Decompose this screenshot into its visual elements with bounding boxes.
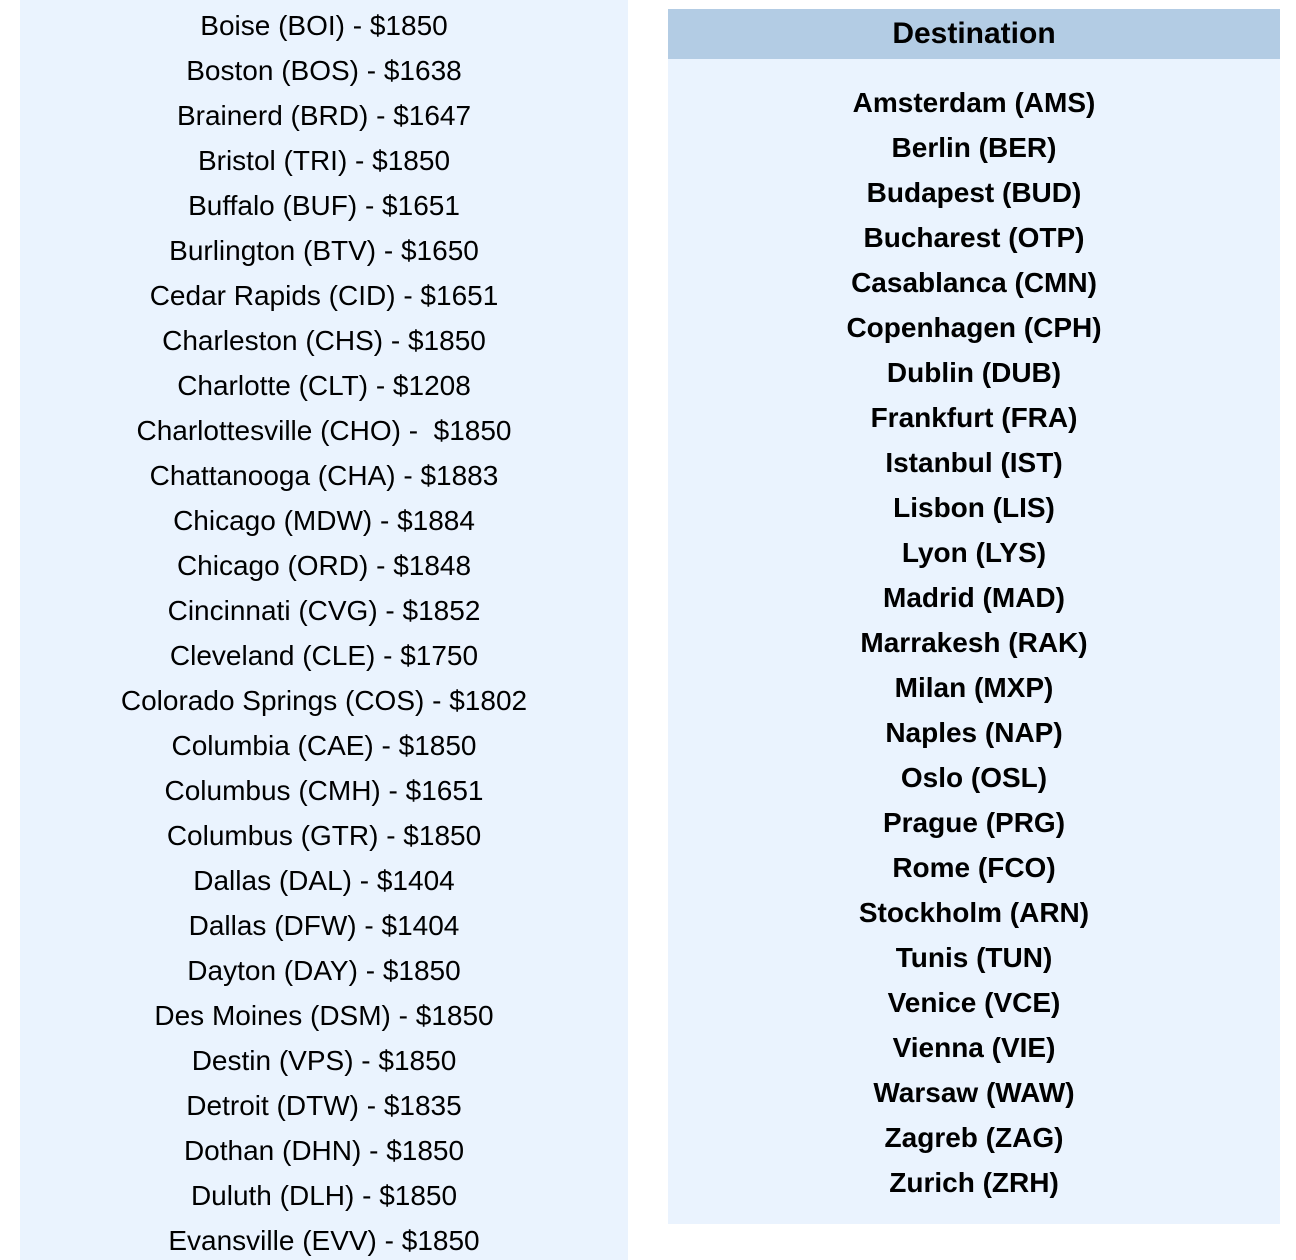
destination-item: Venice (VCE) — [887, 987, 1061, 1018]
origin-item: Brainerd (BRD) - $1647 — [176, 100, 472, 131]
destination-list — [668, 80, 1280, 1205]
origin-item: Chattanooga (CHA) - $1883 — [149, 460, 499, 491]
destination-item: Copenhagen (CPH) — [846, 312, 1102, 343]
origin-item: Cedar Rapids (CID) - $1651 — [149, 280, 499, 311]
destination-item: Lisbon (LIS) — [893, 492, 1055, 523]
destination-item: Rome (FCO) — [892, 852, 1056, 883]
origin-item: Charlotte (CLT) - $1208 — [177, 370, 471, 401]
destination-item: Marrakesh (RAK) — [860, 627, 1088, 658]
origin-item: Chicago (MDW) - $1884 — [173, 505, 475, 536]
destination-item: Tunis (TUN) — [895, 942, 1053, 973]
destination-item: Vienna (VIE) — [892, 1032, 1056, 1063]
destination-item: Istanbul (IST) — [885, 447, 1063, 478]
origin-item: Columbia (CAE) - $1850 — [171, 730, 477, 761]
origin-item: Colorado Springs (COS) - $1802 — [120, 685, 528, 716]
origin-item: Charleston (CHS) - $1850 — [162, 325, 486, 356]
destination-item: Warsaw (WAW) — [873, 1077, 1075, 1108]
destination-item: Bucharest (OTP) — [863, 222, 1085, 253]
destination-item: Stockholm (ARN) — [858, 897, 1090, 928]
destination-item: Milan (MXP) — [894, 672, 1054, 703]
destination-item: Zurich (ZRH) — [889, 1167, 1059, 1198]
origin-item: Cincinnati (CVG) - $1852 — [167, 595, 481, 626]
origin-list — [20, 3, 628, 1260]
origin-item: Buffalo (BUF) - $1651 — [188, 190, 460, 221]
destination-item: Berlin (BER) — [891, 132, 1057, 163]
destination-item: Prague (PRG) — [882, 807, 1066, 838]
origin-item: Detroit (DTW) - $1835 — [186, 1090, 462, 1121]
origin-item: Evansville (EVV) - $1850 — [168, 1225, 480, 1256]
destination-item: Amsterdam (AMS) — [852, 87, 1096, 118]
origin-item: Des Moines (DSM) - $1850 — [154, 1000, 494, 1031]
destination-item: Lyon (LYS) — [901, 537, 1047, 568]
origin-item: Columbus (CMH) - $1651 — [164, 775, 484, 806]
origin-panel — [20, 0, 628, 1260]
destination-item: Oslo (OSL) — [900, 762, 1048, 793]
origin-item: Boston (BOS) - $1638 — [186, 55, 462, 86]
destination-header: Destination — [668, 9, 1280, 59]
destination-item: Budapest (BUD) — [866, 177, 1082, 208]
destination-panel — [668, 9, 1280, 1224]
origin-item: Dallas (DFW) - $1404 — [188, 910, 460, 941]
origin-item: Charlottesville (CHO) - $1850 — [136, 415, 512, 446]
origin-item: Chicago (ORD) - $1848 — [176, 550, 472, 581]
destination-item: Frankfurt (FRA) — [870, 402, 1078, 433]
origin-item: Boise (BOI) - $1850 — [200, 10, 448, 41]
destination-item: Naples (NAP) — [885, 717, 1063, 748]
destination-item: Zagreb (ZAG) — [884, 1122, 1064, 1153]
origin-item: Dallas (DAL) - $1404 — [193, 865, 455, 896]
origin-item: Bristol (TRI) - $1850 — [197, 145, 451, 176]
destination-item: Dublin (DUB) — [886, 357, 1062, 388]
origin-item: Dayton (DAY) - $1850 — [187, 955, 461, 986]
origin-item: Dothan (DHN) - $1850 — [183, 1135, 465, 1166]
origin-item: Columbus (GTR) - $1850 — [166, 820, 482, 851]
origin-item: Burlington (BTV) - $1650 — [169, 235, 479, 266]
origin-item: Destin (VPS) - $1850 — [191, 1045, 457, 1076]
destination-item: Madrid (MAD) — [883, 582, 1065, 613]
destination-item: Casablanca (CMN) — [851, 267, 1097, 298]
origin-item: Duluth (DLH) - $1850 — [190, 1180, 458, 1211]
origin-item: Cleveland (CLE) - $1750 — [169, 640, 479, 671]
